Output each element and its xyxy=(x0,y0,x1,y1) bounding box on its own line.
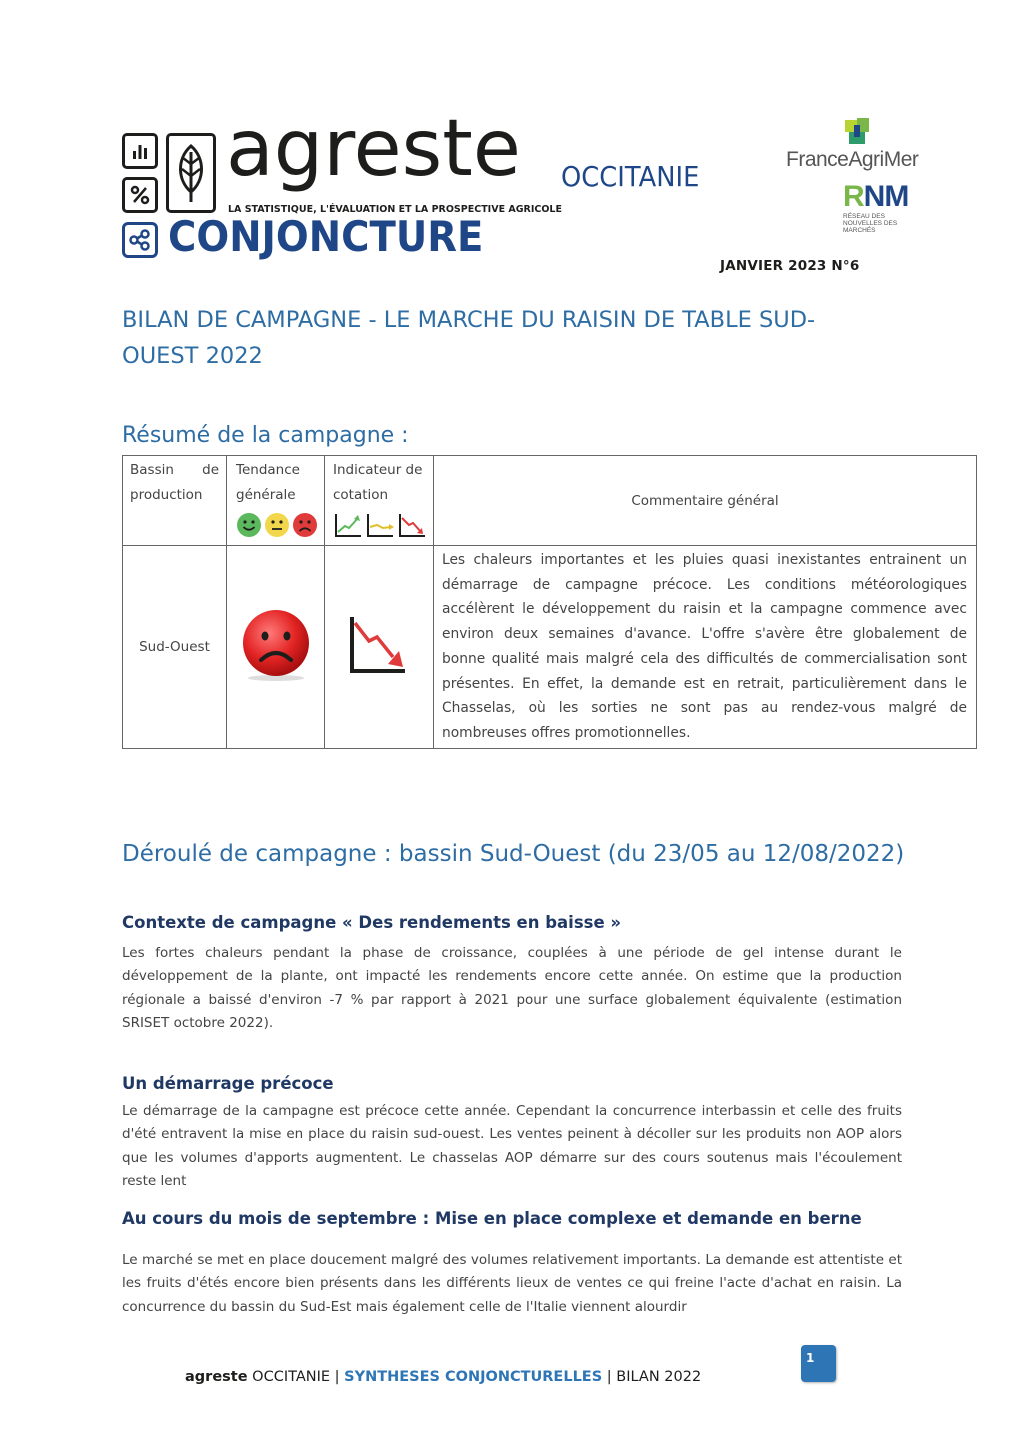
sad-face-small-icon xyxy=(292,512,318,538)
franceagrimer-logo xyxy=(786,116,919,176)
rnm-wordmark: RNM xyxy=(843,180,909,213)
header-indicateur-label: Indicateur de cotation xyxy=(333,462,423,503)
agreste-wordmark: agreste xyxy=(226,104,521,194)
table-header-row xyxy=(123,456,977,546)
demarrage-heading: Un démarrage précoce xyxy=(122,1074,334,1093)
contexte-paragraph: Les fortes chaleurs pendant la phase de croissance, couplées à une période de gel intense durant le développement de la plante, ont impacté les rendements encore cette année. On estime que la production régionale a baissé d'environ -7 % par rapport à 2021 pour une surface globalement équivalente (estimation SRISET octobre 2022). xyxy=(122,945,902,1031)
percent-icon xyxy=(122,177,158,213)
footer-edition: BILAN 2022 xyxy=(616,1369,702,1385)
footer-section: SYNTHESES CONJONCTURELLES xyxy=(344,1369,603,1385)
indicateur-legend xyxy=(333,512,427,538)
stable-trend-icon xyxy=(365,512,395,538)
cell-indicateur xyxy=(325,546,434,749)
agreste-tagline: LA STATISTIQUE, L'ÉVALUATION ET LA PROSPECTIVE AGRICOLE xyxy=(228,204,562,215)
franceagrimer-mark-icon xyxy=(843,116,873,146)
rnm-logo xyxy=(843,182,913,237)
contexte-heading: Contexte de campagne « Des rendements en baisse » xyxy=(122,913,622,932)
resume-heading: Résumé de la campagne : xyxy=(122,423,409,448)
agreste-logo xyxy=(122,104,562,278)
footer-separator: | xyxy=(606,1369,612,1385)
header-indicateur xyxy=(325,456,434,546)
cell-bassin: Sud-Ouest xyxy=(123,546,227,749)
footer-brand: agreste xyxy=(185,1369,248,1385)
sad-face-icon xyxy=(239,608,313,682)
region-label: OCCITANIE xyxy=(561,160,700,193)
issue-date: JANVIER 2023 N°6 xyxy=(720,258,860,274)
table-row xyxy=(123,546,977,749)
page-number-badge: 1 xyxy=(801,1345,836,1382)
header-bassin: Bassin de production xyxy=(123,456,227,546)
conjoncture-wordmark: CONJONCTURE xyxy=(168,212,484,261)
share-nodes-icon xyxy=(122,222,158,258)
cell-tendance xyxy=(227,546,325,749)
header-tendance-label: Tendance générale xyxy=(236,462,300,503)
up-trend-icon xyxy=(333,512,363,538)
header-commentaire: Commentaire général xyxy=(434,456,977,546)
rnm-subtitle: RÉSEAU DES NOUVELLES DES MARCHÉS xyxy=(843,213,898,234)
footer-region: OCCITANIE xyxy=(252,1369,331,1385)
septembre-paragraph: Le marché se met en place doucement malgré des volumes relativement importants. La demande est attentiste et les fruits d'étés encore bien présents dans les différents lieux de ventes ce qui freine l'acte d'achat en raisin. La concurrence du bassin du Sud-Est mais également celle de l'Italie viennent alourdir xyxy=(122,1252,902,1315)
demarrage-paragraph: Le démarrage de la campagne est précoce cette année. Cependant la concurrence interbassin et celle des fruits d'été entravent la mise en place du raisin sud-ouest. Les ventes peinent à décoller sur les produits non AOP alors que les volumes d'apports augmentent. Le chasselas AOP démarre sur des cours soutenus mais l'écoulement reste lent xyxy=(122,1103,902,1189)
document-title: BILAN DE CAMPAGNE - LE MARCHE DU RAISIN DE TABLE SUD-OUEST 2022 xyxy=(122,307,816,369)
agreste-logo-icons xyxy=(122,133,218,215)
tendance-legend xyxy=(236,512,318,538)
footer-separator: | xyxy=(334,1369,340,1385)
down-trend-icon xyxy=(347,613,411,677)
cell-commentaire: Les chaleurs importantes et les pluies quasi inexistantes entrainent un démarrage de campagne précoce. Les conditions météorologiques accélèrent le développement du raisin et la campagne commence avec environ deux semaines d'avance. L'offre s'avère être globalement de bonne qualité mais malgré cela des difficultés de commercialisation sont présentes. En effet, la demande est en retrait, particulièrement dans le Chasselas, où les sorties ne sont pas au rendez-vous malgré de nombreuses offres promotionnelles. xyxy=(434,546,977,749)
header-tendance xyxy=(227,456,325,546)
septembre-heading: Au cours du mois de septembre : Mise en place complexe et demande en berne xyxy=(122,1209,862,1228)
deroule-heading: Déroulé de campagne : bassin Sud-Ouest (du 23/05 au 12/08/2022) xyxy=(122,841,905,867)
leaf-icon xyxy=(166,133,216,213)
bar-chart-icon xyxy=(122,133,158,169)
page-footer xyxy=(185,1369,701,1385)
franceagrimer-wordmark: FranceAgriMer xyxy=(786,148,919,171)
happy-face-icon xyxy=(236,512,262,538)
neutral-face-icon xyxy=(264,512,290,538)
down-trend-small-icon xyxy=(397,512,427,538)
summary-table xyxy=(122,455,977,749)
